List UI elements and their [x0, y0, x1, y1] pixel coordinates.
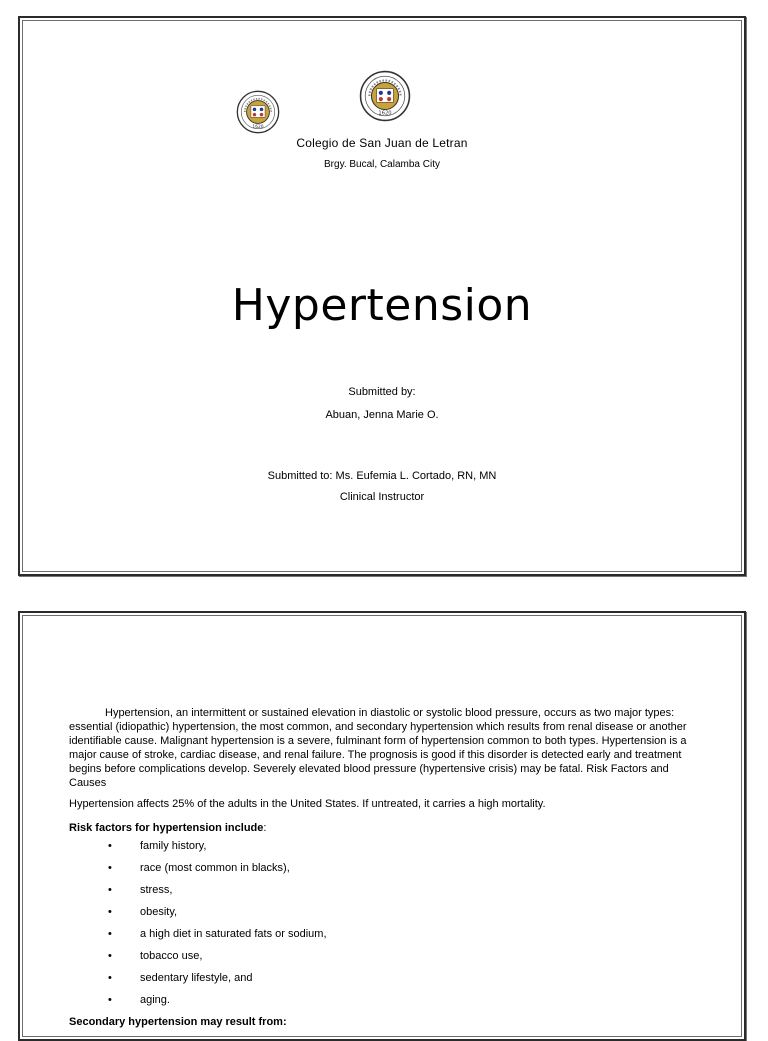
list-item: • family history,: [20, 835, 744, 857]
list-item: • sedentary lifestyle, and: [20, 967, 744, 989]
bullet-icon: •: [108, 884, 112, 896]
bullet-icon: •: [108, 840, 112, 852]
submitted-to: Submitted to: Ms. Eufemia L. Cortado, RN, MN: [267, 470, 497, 482]
bullet-icon: •: [108, 906, 112, 918]
svg-text:1620: 1620: [378, 110, 392, 117]
risk-factors-heading-text: Risk factors for hypertension include: [69, 822, 264, 834]
list-item: • a high diet in saturated fats or sodium,: [20, 923, 744, 945]
list-item: • race (most common in blacks),: [20, 857, 744, 879]
instructor-role: Clinical Instructor: [339, 491, 425, 503]
content-page: [18, 611, 746, 1041]
list-item: • tobacco use,: [20, 945, 744, 967]
submitted-by-label: Submitted by:: [348, 386, 416, 398]
bullet-icon: •: [108, 972, 112, 984]
bullet-icon: •: [108, 862, 112, 874]
risk-factors-heading-colon: :: [263, 822, 267, 834]
svg-text:1620: 1620: [252, 124, 264, 130]
list-item: • aging.: [20, 989, 744, 1011]
school-seal-logo: [359, 70, 411, 122]
bullet-icon: •: [108, 950, 112, 962]
risk-factors-heading: [69, 821, 696, 835]
cover-page: [18, 16, 746, 576]
school-name: Colegio de San Juan de Letran: [296, 136, 468, 150]
secondary-hypertension-heading: Secondary hypertension may result from:: [69, 1016, 287, 1028]
intro-paragraph: Hypertension, an intermittent or sustained elevation in diastolic or systolic blood pressure, occurs as two major types: essential (idiopathic) hypertension, the most common, and secondary hypertension which results from renal disease or another identifiable cause. Malignant hypertension is a severe, fulminant form of hypertension common to both types. Hypertension is a major cause of stroke, cardiac disease, and renal failure. The prognosis is good if this disorder is detected early and treatment begins before complications develop. Severely elevated blood pressure (hypertensive crisis) may be fatal. Risk Factors and Causes: [69, 707, 687, 789]
risk-factors-list: [20, 835, 744, 1011]
bullet-icon: •: [108, 994, 112, 1006]
document-title: Hypertension: [231, 280, 533, 331]
list-item: • stress,: [20, 879, 744, 901]
list-item: • obesity,: [20, 901, 744, 923]
bullet-icon: •: [108, 928, 112, 940]
school-address: Brgy. Bucal, Calamba City: [324, 159, 440, 170]
submitted-by-name: Abuan, Jenna Marie O.: [325, 409, 439, 421]
statistics-paragraph: Hypertension affects 25% of the adults in the United States. If untreated, it carries a high mortality.: [69, 798, 546, 810]
school-seal-logo: [236, 90, 280, 134]
